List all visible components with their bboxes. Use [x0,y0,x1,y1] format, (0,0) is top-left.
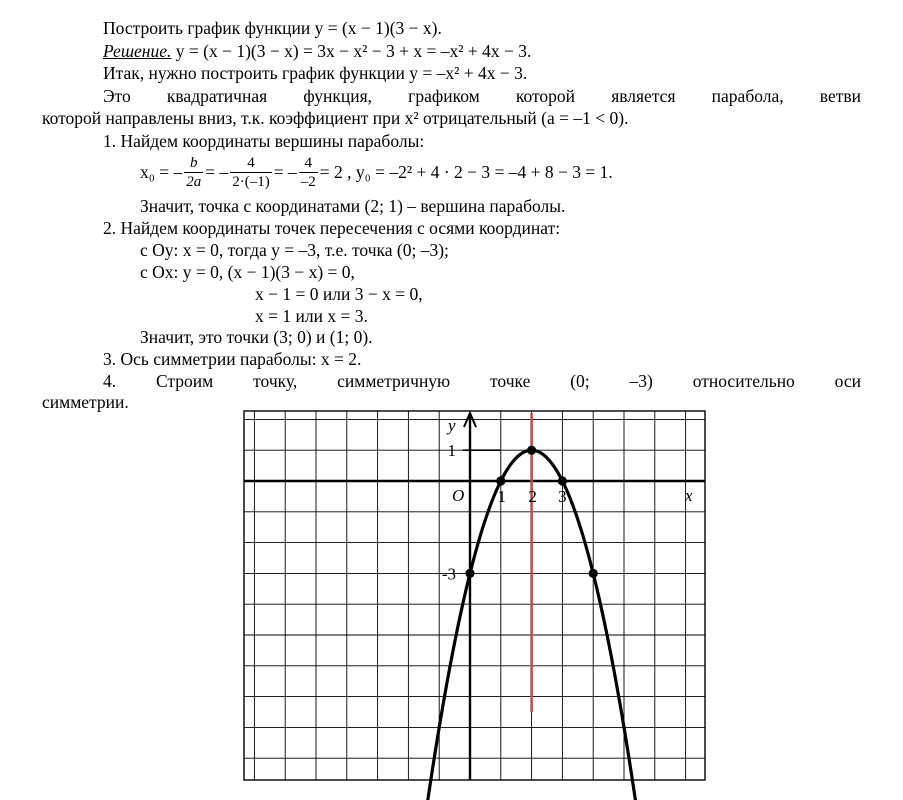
tick-label: 1 [447,441,456,461]
ox-text: с Ox: y = 0, (x − 1)(3 − x) = 0, [140,262,355,282]
data-point [558,476,567,485]
step2-text: 2. Найдем координаты точек пересечения с осями координат: [103,218,561,238]
conclusion-text: Итак, нужно построить график функции y = –x² + 4x − 3. [103,63,528,83]
solution-text: y = (x − 1)(3 − x) = 3x − x² − 3 + x = –x² + 4x − 3. [175,41,532,61]
y-axis-label: y [448,416,456,435]
data-point [527,446,536,455]
step4-continuation-text: симметрии. [42,392,129,412]
data-point [465,569,474,578]
task-text: Построить график функции y = (x − 1)(3 − x). [103,18,442,38]
fraction-numerator: b [189,154,198,171]
data-point [589,569,598,578]
step1-text: 1. Найдем координаты вершины параболы: [103,131,425,151]
tick-label: 2 [528,487,537,506]
fraction-denominator: –2 [300,173,316,190]
fraction-numerator: 4 [247,154,255,171]
tick-label: -3 [441,564,456,584]
description-text-2: которой направлены вниз, т.к. коэффициент при x² отрицательный (a = –1 < 0). [42,108,629,128]
formula-eq2: = – [273,162,297,182]
fraction-denominator: 2a [186,173,202,190]
fraction-denominator: 2·(–1) [232,173,270,190]
vertex-conclusion-text: Значит, точка с координатами (2; 1) – вершина параболы. [140,196,566,216]
x-axis-label: x [685,486,693,505]
data-point [496,476,505,485]
step3-text: 3. Ось симметрии параболы: x = 2. [103,349,362,369]
solution-label: Решение. [103,41,172,61]
roots-conclusion-text: Значит, это точки (3; 0) и (1; 0). [140,327,373,347]
step4-text: 4. Строим точку, симметричную точке (0; –3) относительно оси [103,371,861,391]
origin-label: O [452,486,465,505]
formula-tail: = 2 , y₀ = –2² + 4 · 2 − 3 = –4 + 8 − 3 = 1. [319,162,613,182]
description-text-1: Это квадратичная функция, графиком которой является парабола, ветви [103,86,861,106]
fraction-numerator: 4 [304,154,312,171]
formula-x0: x₀ = – [140,162,183,182]
equation-roots-text: x = 1 или x = 3. [255,306,368,326]
equation-split-text: x − 1 = 0 или 3 − x = 0, [255,284,423,304]
oy-text: с Oy: x = 0, тогда y = –3, т.е. точка (0; –3); [140,240,449,260]
tick-label: 3 [558,487,567,506]
grid-border [244,411,705,780]
formula-eq1: = – [205,162,229,182]
tick-label: 1 [497,487,507,506]
